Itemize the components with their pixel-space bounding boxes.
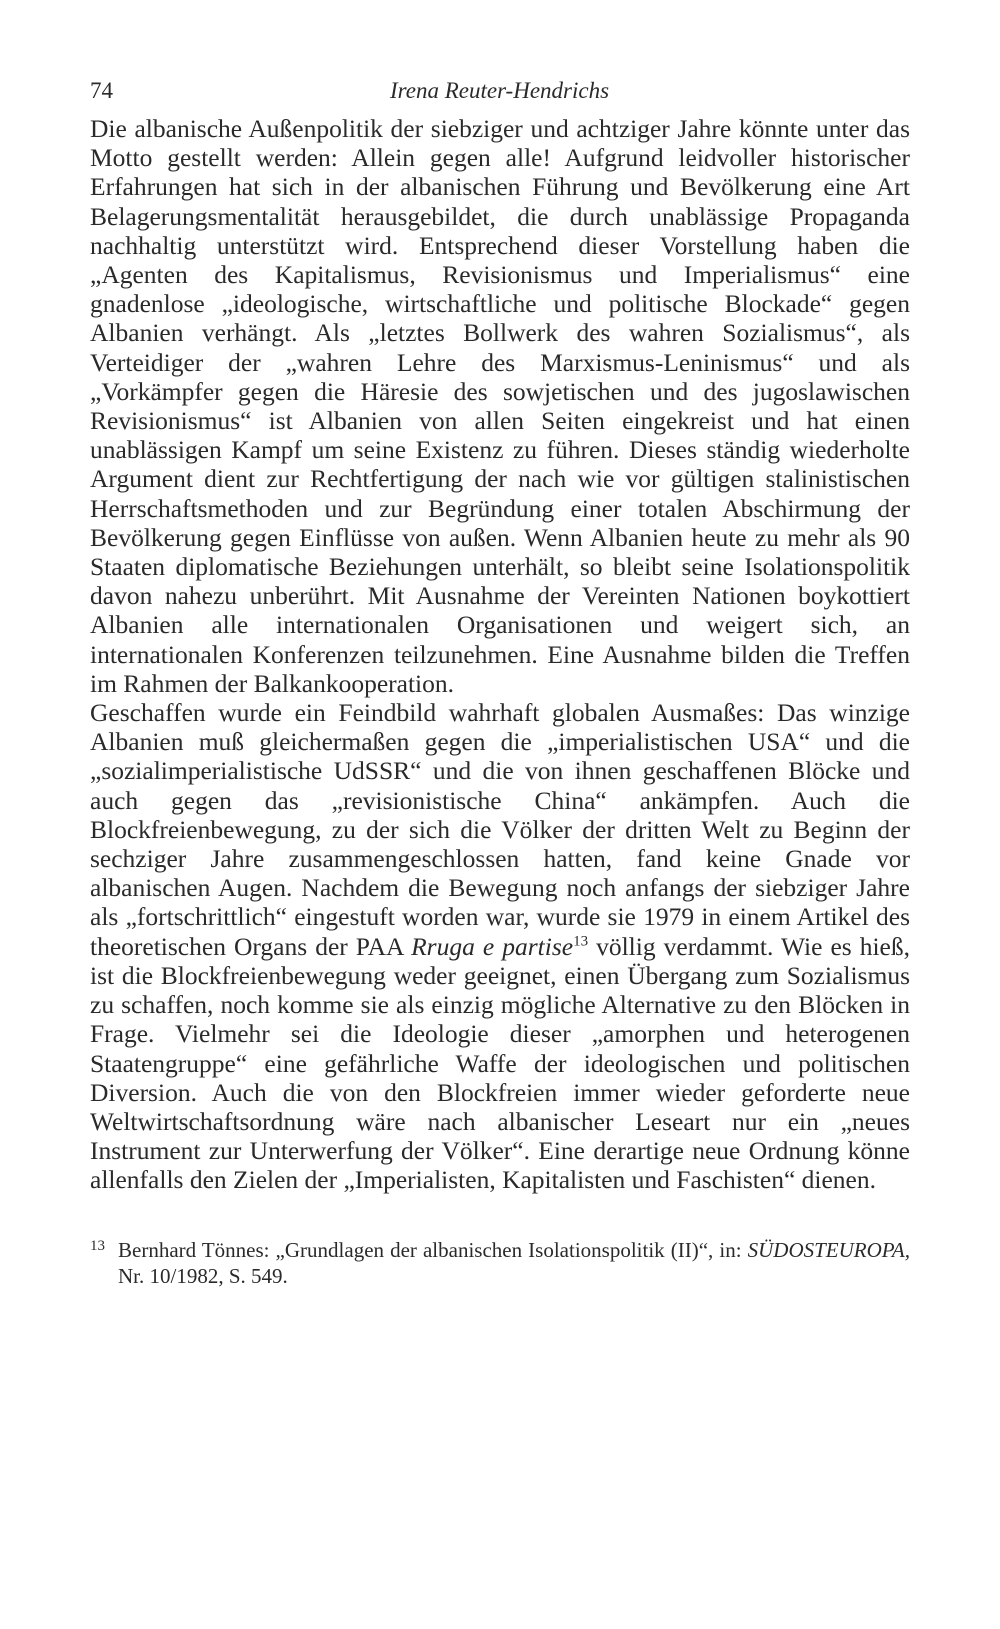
paragraph-1 (90, 114, 910, 698)
running-title: Irena Reuter-Hendrichs (390, 78, 610, 103)
paragraph-2 (90, 698, 910, 1194)
page-number: 74 (90, 78, 113, 103)
body-text (90, 114, 910, 1195)
paragraph-2-text-end: völlig verdammt. Wie es hieß, ist die Blockfreienbewegung weder geeignet, einen Übergang zum Sozialismus zu schaffen, noch komme sie als einzig mögliche Alternative zu den Blöcken in Frage. Vielmehr sei die Ideologie dieser „amorphen und heterogenen Staatengruppe“ eine gefährliche Waffe der ideologischen und politischen Diversion. Auch die von den Blockfreien immer wieder geforderte neue Weltwirtschaftsordnung wäre nach albanischer Leseart nur ein „neues Instrument zur Unterwerfung der Völker“. Eine derartige neue Ordnung könne allenfalls den Zielen der „Imperialisten, Kapitalisten und Faschisten“ dienen. (90, 931, 910, 1195)
paragraph-1-text: Die albanische Außenpolitik der siebziger und achtziger Jahre könnte unter das Motto gestellt werden: Allein gegen alle! Aufgrund leidvoller historischer Erfahrungen hat sich in der albanischen Führung und Bevölkerung eine Art Belagerungsmentalität herausgebildet, die durch unablässige Propaganda nachhaltig unterstützt wird. Entsprechend dieser Vorstellung haben die „Agenten des Kapitalismus, Revisionismus und Imperialismus“ eine gnadenlose „ideologische, wirtschaftliche und politische Blockade“ gegen Albanien verhängt. Als „letztes Bollwerk des wahren Sozialismus“, als Verteidiger der „wahren Lehre des Marxismus-Leninismus“ und als „Vorkämpfer gegen die Häresie des sowjetischen und des jugoslawischen Revisionismus“ ist Albanien von allen Seiten eingekreist und hat einen unablässigen Kampf um seine Existenz zu führen. Dieses ständig wiederholte Argument dient zur Rechtfertigung der nach wie vor gültigen stalinistischen Herrschaftsmethoden und zur Begründung einer totalen Abschirmung der Bevölkerung gegen Einflüsse von außen. Wenn Albanien heute zu mehr als 90 Staaten diplomatische Beziehungen unterhält, so bleibt seine Isolationspolitik davon nahezu unberührt. Mit Ausnahme der Vereinten Nationen boykottiert Albanien alle internationalen Organisationen und weigert sich, an internationalen Konferenzen teilzunehmen. Eine Ausnahme bilden die Treffen im Rahmen der Balkankooperation. (90, 114, 910, 698)
journal-title-inline: Rruga e partise (411, 931, 574, 961)
paragraph-2-text-start: Geschaffen wurde ein Feindbild wahrhaft globalen Ausmaßes: Das winzige Albanien muß gleichermaßen gegen die „imperialistischen USA“ und die „sozialimperialistische UdSSR“ und die von ihnen geschaffenen Blöcke und auch gegen das „revisionistische China“ ankämpfen. Auch die Blockfreienbewegung, zu der sich die Völker der dritten Welt zu Beginn der sechziger Jahre zusammengeschlossen hatten, fand keine Gnade vor albanischen Augen. Nachdem die Bewegung noch anfangs der siebziger Jahre als „fortschrittlich“ eingestuft worden war, wurde sie 1979 in einem Artikel des theoretischen Organs der PAA (90, 698, 910, 961)
page (90, 78, 910, 1289)
footnote-journal: SÜDOSTEUROPA, (747, 1237, 910, 1262)
footnote-text-start: Bernhard Tönnes: „Grundlagen der albanischen Isolationspolitik (II)“, in: (118, 1237, 748, 1262)
footnote-reference: 13 (573, 933, 589, 950)
footnote (90, 1237, 910, 1289)
footnote-number: 13 (90, 1237, 105, 1254)
footnote-text-end: Nr. 10/1982, S. 549. (118, 1263, 288, 1288)
running-head (90, 78, 910, 114)
